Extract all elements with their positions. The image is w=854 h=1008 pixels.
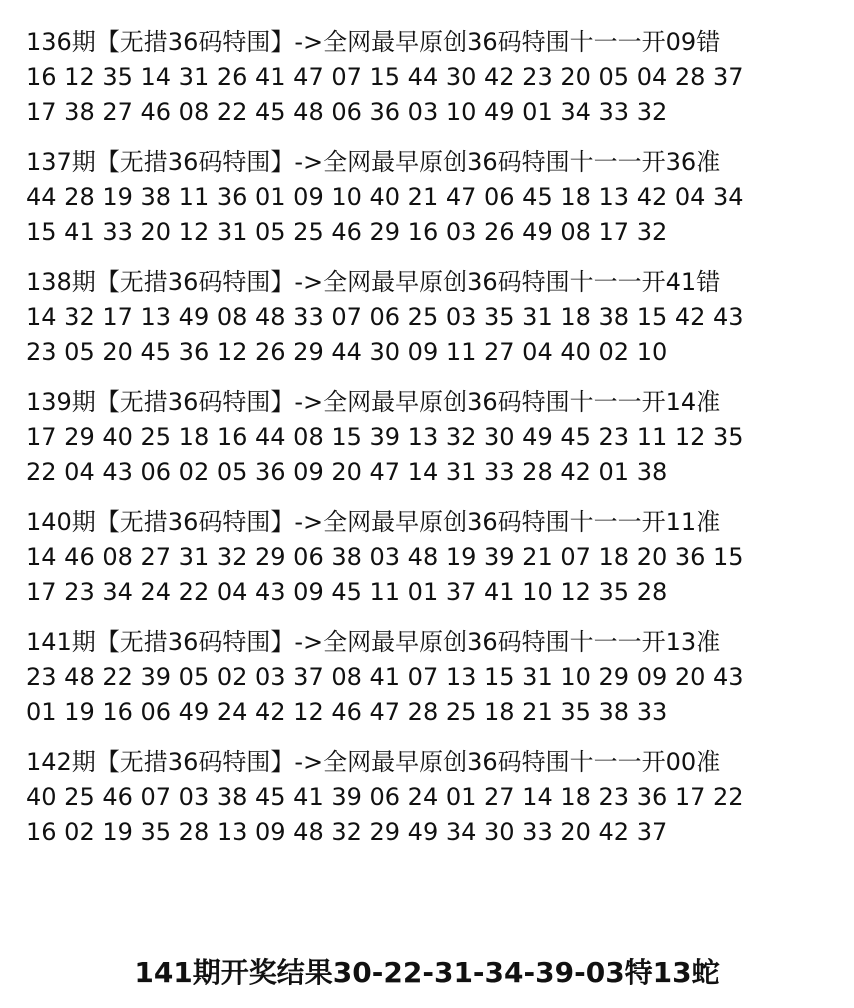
record-142	[26, 745, 838, 850]
record-header: 141期【无措36码特围】->全网最早原创36码特围十一一开13准	[26, 628, 721, 656]
record-139	[26, 385, 838, 490]
record-numbers-row-2: 15 41 33 20 12 31 05 25 46 29 16 03 26 49 08 17 32	[26, 218, 668, 246]
prediction-list	[26, 25, 838, 865]
record-numbers-row-2: 17 23 34 24 22 04 43 09 45 11 01 37 41 10 12 35 28	[26, 578, 668, 606]
record-numbers-row-1: 40 25 46 07 03 38 45 41 39 06 24 01 27 14 18 23 36 17 22	[26, 783, 744, 811]
record-numbers-row-1: 16 12 35 14 31 26 41 47 07 15 44 30 42 23 20 05 04 28 37	[26, 63, 744, 91]
record-header: 140期【无措36码特围】->全网最早原创36码特围十一一开11准	[26, 508, 721, 536]
record-numbers-row-1: 44 28 19 38 11 36 01 09 10 40 21 47 06 45 18 13 42 04 34	[26, 183, 744, 211]
record-138	[26, 265, 838, 370]
record-numbers-row-2: 22 04 43 06 02 05 36 09 20 47 14 31 33 28 42 01 38	[26, 458, 668, 486]
record-numbers-row-1: 14 32 17 13 49 08 48 33 07 06 25 03 35 31 18 38 15 42 43	[26, 303, 744, 331]
record-numbers-row-1: 23 48 22 39 05 02 03 37 08 41 07 13 15 31 10 29 09 20 43	[26, 663, 744, 691]
record-numbers-row-2: 17 38 27 46 08 22 45 48 06 36 03 10 49 01 34 33 32	[26, 98, 668, 126]
record-141	[26, 625, 838, 730]
record-header: 139期【无措36码特围】->全网最早原创36码特围十一一开14准	[26, 388, 721, 416]
record-numbers-row-1: 14 46 08 27 31 32 29 06 38 03 48 19 39 21 07 18 20 36 15	[26, 543, 744, 571]
record-numbers-row-2: 16 02 19 35 28 13 09 48 32 29 49 34 30 33 20 42 37	[26, 818, 668, 846]
record-numbers-row-1: 17 29 40 25 18 16 44 08 15 39 13 32 30 49 45 23 11 12 35	[26, 423, 744, 451]
record-header: 136期【无措36码特围】->全网最早原创36码特围十一一开09错	[26, 28, 721, 56]
draw-result: 141期开奖结果30-22-31-34-39-03特13蛇	[134, 956, 720, 989]
record-numbers-row-2: 01 19 16 06 49 24 42 12 46 47 28 25 18 21 35 38 33	[26, 698, 668, 726]
record-numbers-row-2: 23 05 20 45 36 12 26 29 44 30 09 11 27 04 40 02 10	[26, 338, 668, 366]
record-header: 142期【无措36码特围】->全网最早原创36码特围十一一开00准	[26, 748, 721, 776]
record-140	[26, 505, 838, 610]
record-137	[26, 145, 838, 250]
record-header: 138期【无措36码特围】->全网最早原创36码特围十一一开41错	[26, 268, 721, 296]
record-header: 137期【无措36码特围】->全网最早原创36码特围十一一开36准	[26, 148, 721, 176]
record-136	[26, 25, 838, 130]
